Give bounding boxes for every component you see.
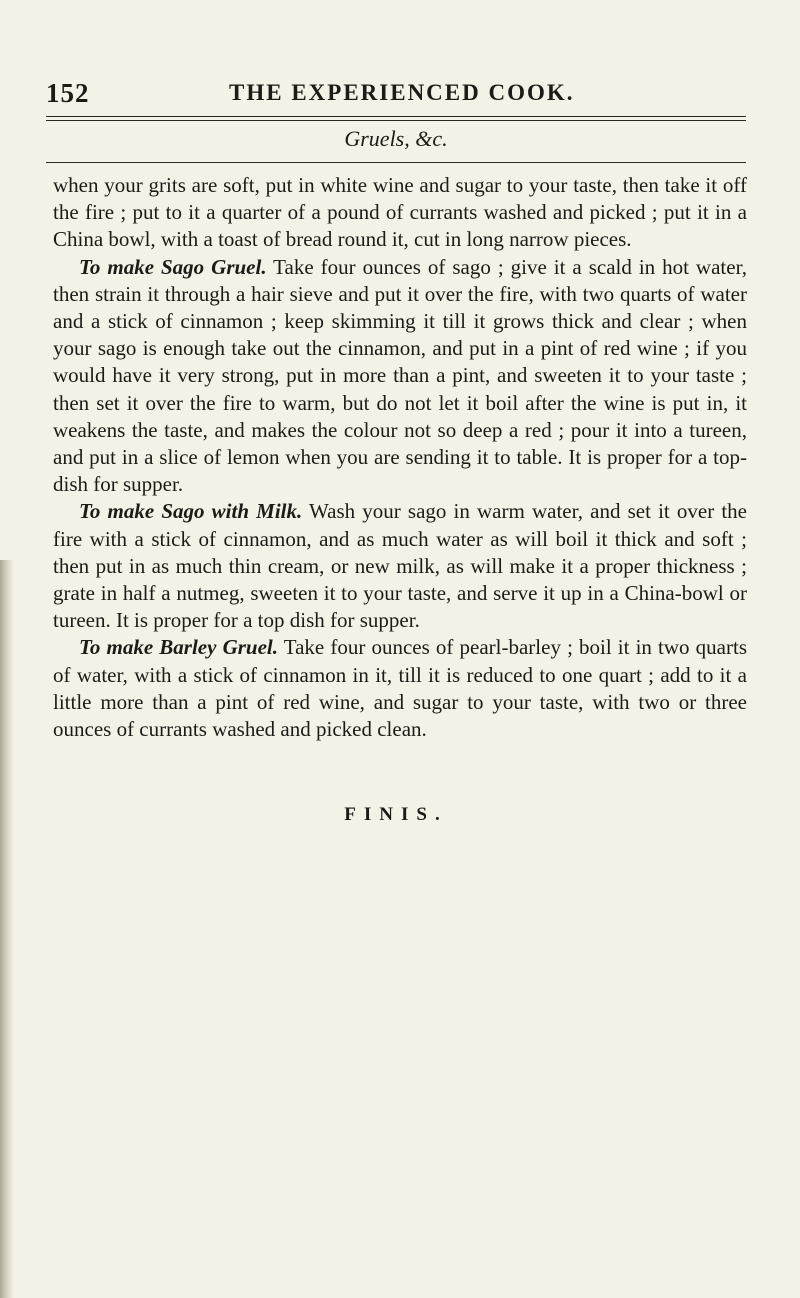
finis: FINIS. (344, 804, 448, 825)
recipe-barley-gruel (53, 634, 747, 743)
recipe-title: To make Sago Gruel. (79, 254, 267, 279)
recipe-text: Wash your sago in warm water, and set it over the fire with a stick of cinnamon, and as much water as will boil it thick and soft ; then put in as much thin cream, or new milk, as will make it a proper thickness ; grate in half a nutmeg, sweeten it to your taste, and serve it up in a China-bowl or tureen. It is proper for a top dish for supper. (53, 499, 748, 633)
body-text (53, 172, 747, 743)
recipe-text: Take four ounces of pearl-barley ; boil it in two quarts of water, with a stick of cinnamon in it, till it is reduced to one quart ; add to it a little more than a pint of red wine, and sugar to your taste, with two or three ounces of currants washed and picked clean. (53, 635, 747, 742)
recipe-title: To make Barley Gruel. (79, 635, 278, 660)
section-title: Gruels, &c. (344, 126, 448, 151)
page-gutter-shadow (0, 560, 14, 1298)
running-head (46, 78, 746, 114)
section-rule (46, 162, 746, 163)
header-rule-thin (46, 120, 746, 121)
book-title: THE EXPERIENCED COOK. (229, 80, 575, 105)
header-rule-thick (46, 116, 746, 117)
continuation-paragraph: when your grits are soft, put in white wine and sugar to your taste, then take it off the fire ; put to it a quarter of a pound of currants washed and picked ; put it in a China bowl, with a toast of bread round it, cut in long narrow pieces. (53, 173, 747, 252)
recipe-sago-gruel (53, 254, 747, 499)
recipe-title: To make Sago with Milk. (79, 499, 303, 524)
recipe-sago-with-milk (53, 498, 747, 634)
recipe-text: Take four ounces of sago ; give it a scald in hot water, then strain it through a hair sieve and put it over the fire, with two quarts of water and a stick of cinnamon ; keep skimming it till it grows thick and clear ; when your sago is enough take out the cinnamon, and put in a pint of red wine ; if you would have it very strong, put in more than a pint, and sweeten it to your taste ; then set it over the fire to warm, but do not let it boil after the wine is put in, it weakens the taste, and makes the colour not so deep a red ; pour it into a tureen, and put in a slice of lemon when you are sending it to table. It is proper for a top-dish for supper. (53, 254, 747, 497)
page-number: 152 (46, 78, 90, 108)
